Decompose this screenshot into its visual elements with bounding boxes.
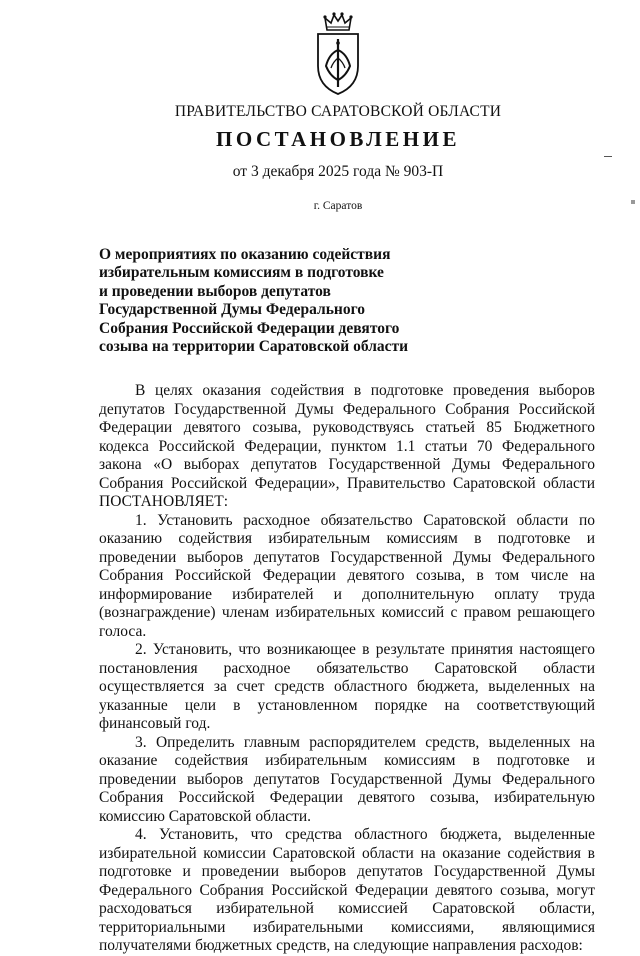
scan-mark (604, 156, 612, 157)
preamble-paragraph: В целях оказания содействия в подготовке проведения выборов депутатов Государственной Думы Федерального Собрания Российской Федерации девятого созыва, руководствуясь статьей 85 Бюджетного кодекса Российской Федерации, пунктом 1.1 статьи 70 Федерального закона «О выборах депутатов Государственной Думы Федерального Собрания Российской Федерации», Правительство Саратовской области ПОСТАНОВЛЯЕТ: (99, 382, 595, 510)
title-line: созыва на территории Саратовской области (99, 338, 409, 356)
title-line: и проведении выборов депутатов (99, 282, 331, 300)
clause-1-paragraph: 1. Установить расходное обязательство Саратовской области по оказанию содействия избирательным комиссиям в подготовке и проведении выборов депутатов Государственной Думы Федерального Собрания Российской Федерации девятого созыва, в том числе на информирование избирателей и дополнительную оплату труда (вознаграждение) членам избирательных комиссий с правом решающего голоса. (99, 511, 595, 640)
saratov-coat-of-arms-icon (314, 10, 362, 96)
organization-name: ПРАВИТЕЛЬСТВО САРАТОВСКОЙ ОБЛАСТИ (174, 103, 502, 120)
clause-2-paragraph: 2. Установить, что возникающее в результате принятия настоящего постановления расходное обязательство Саратовской области осуществляется за счет средств областного бюджета, выделенных на указанные цели в установленном порядке на соответствующий финансовый год. (99, 641, 595, 732)
clause-4-paragraph: 4. Установить, что средства областного бюджета, выделенные избирательной комиссии Саратовской области на оказание содействия в подготовке и проведении выборов депутатов Государственной Думы Федерального Собрания Российской Федерации девятого созыва, могут расходоваться избирательной комиссией Саратовской области, территориальными избирательными комиссиями, являющимися получателями бюджетных средств, на следующие направления расходов: (99, 826, 595, 954)
document-date-number: от 3 декабря 2025 года № 903-П (232, 163, 444, 180)
clause-3-paragraph: 3. Определить главным распорядителем средств, выделенных на оказание содействия избирательным комиссиям в подготовке и проведении выборов депутатов Государственной Думы Федерального Собрания Российской Федерации девятого созыва, избирательную комиссию Саратовской области. (99, 733, 595, 825)
document-title (99, 246, 419, 356)
title-line: Собрания Российской Федерации девятого (99, 319, 400, 337)
title-line: О мероприятиях по оказанию содействия (99, 246, 391, 263)
document-body (99, 382, 595, 956)
document-type: ПОСТАНОВЛЕНИЕ (216, 127, 460, 151)
title-line: Государственной Думы Федерального (99, 301, 366, 319)
document-city: г. Саратов (313, 200, 363, 212)
title-line: избирательным комиссиям в подготовке (99, 264, 384, 282)
